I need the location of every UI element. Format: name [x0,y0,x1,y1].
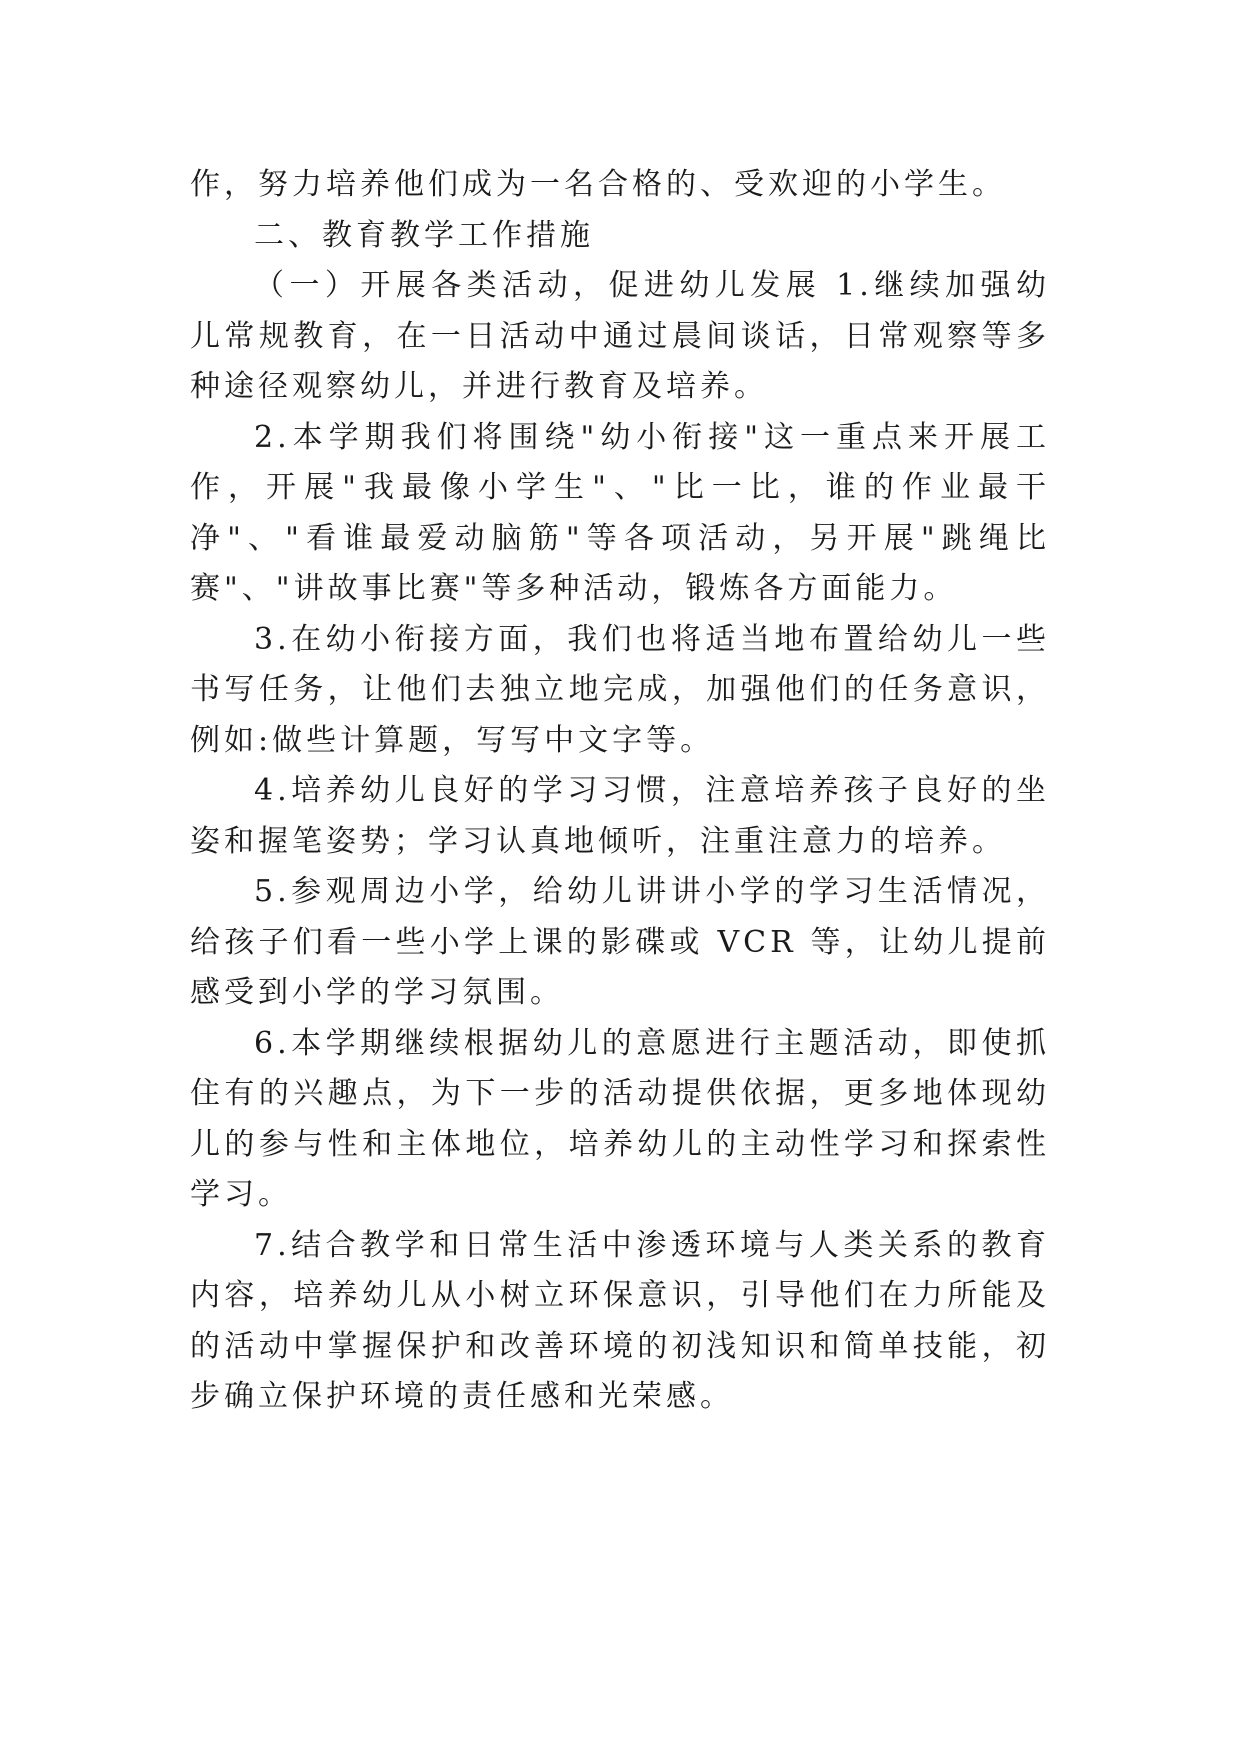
section-heading: 二、教育教学工作措施 [254,217,594,253]
paragraph-item-6: 6.本学期继续根据幼儿的意愿进行主题活动，即使抓住有的兴趣点，为下一步的活动提供依据，更多地体现幼儿的参与性和主体地位，培养幼儿的主动性学习和探索性学习。 [190,1025,1050,1212]
paragraph-item-7: 7.结合教学和日常生活中渗透环境与人类关系的教育内容，培养幼儿从小树立环保意识，引导他们在力所能及的活动中掌握保护和改善环境的初浅知识和简单技能，初步确立保护环境的责任感和光荣感。 [190,1227,1050,1414]
paragraph-item-3: 3.在幼小衔接方面，我们也将适当地布置给幼儿一些书写任务，让他们去独立地完成，加强他们的任务意识，例如:做些计算题，写写中文字等。 [190,621,1050,758]
document-body [190,160,1050,1423]
paragraph-subsection-one: （一）开展各类活动，促进幼儿发展 1.继续加强幼儿常规教育，在一日活动中通过晨间谈话，日常观察等多种途径观察幼儿，并进行教育及培养。 [190,268,1050,404]
paragraph-item-2: 2.本学期我们将围绕"幼小衔接"这一重点来开展工作，开展"我最像小学生"、"比一比，谁的作业最干净"、"看谁最爱动脑筋"等各项活动，另开展"跳绳比赛"、"讲故事比赛"等多种活动，锻炼各方面能力。 [190,419,1050,606]
paragraph-item-5: 5.参观周边小学，给幼儿讲讲小学的学习生活情况，给孩子们看一些小学上课的影碟或 VCR 等，让幼儿提前感受到小学的学习氛围。 [190,874,1050,1010]
paragraph-continuation: 作，努力培养他们成为一名合格的、受欢迎的小学生。 [190,167,1006,202]
paragraph-item-4: 4.培养幼儿良好的学习习惯，注意培养孩子良好的坐姿和握笔姿势；学习认真地倾听，注重注意力的培养。 [190,773,1050,859]
